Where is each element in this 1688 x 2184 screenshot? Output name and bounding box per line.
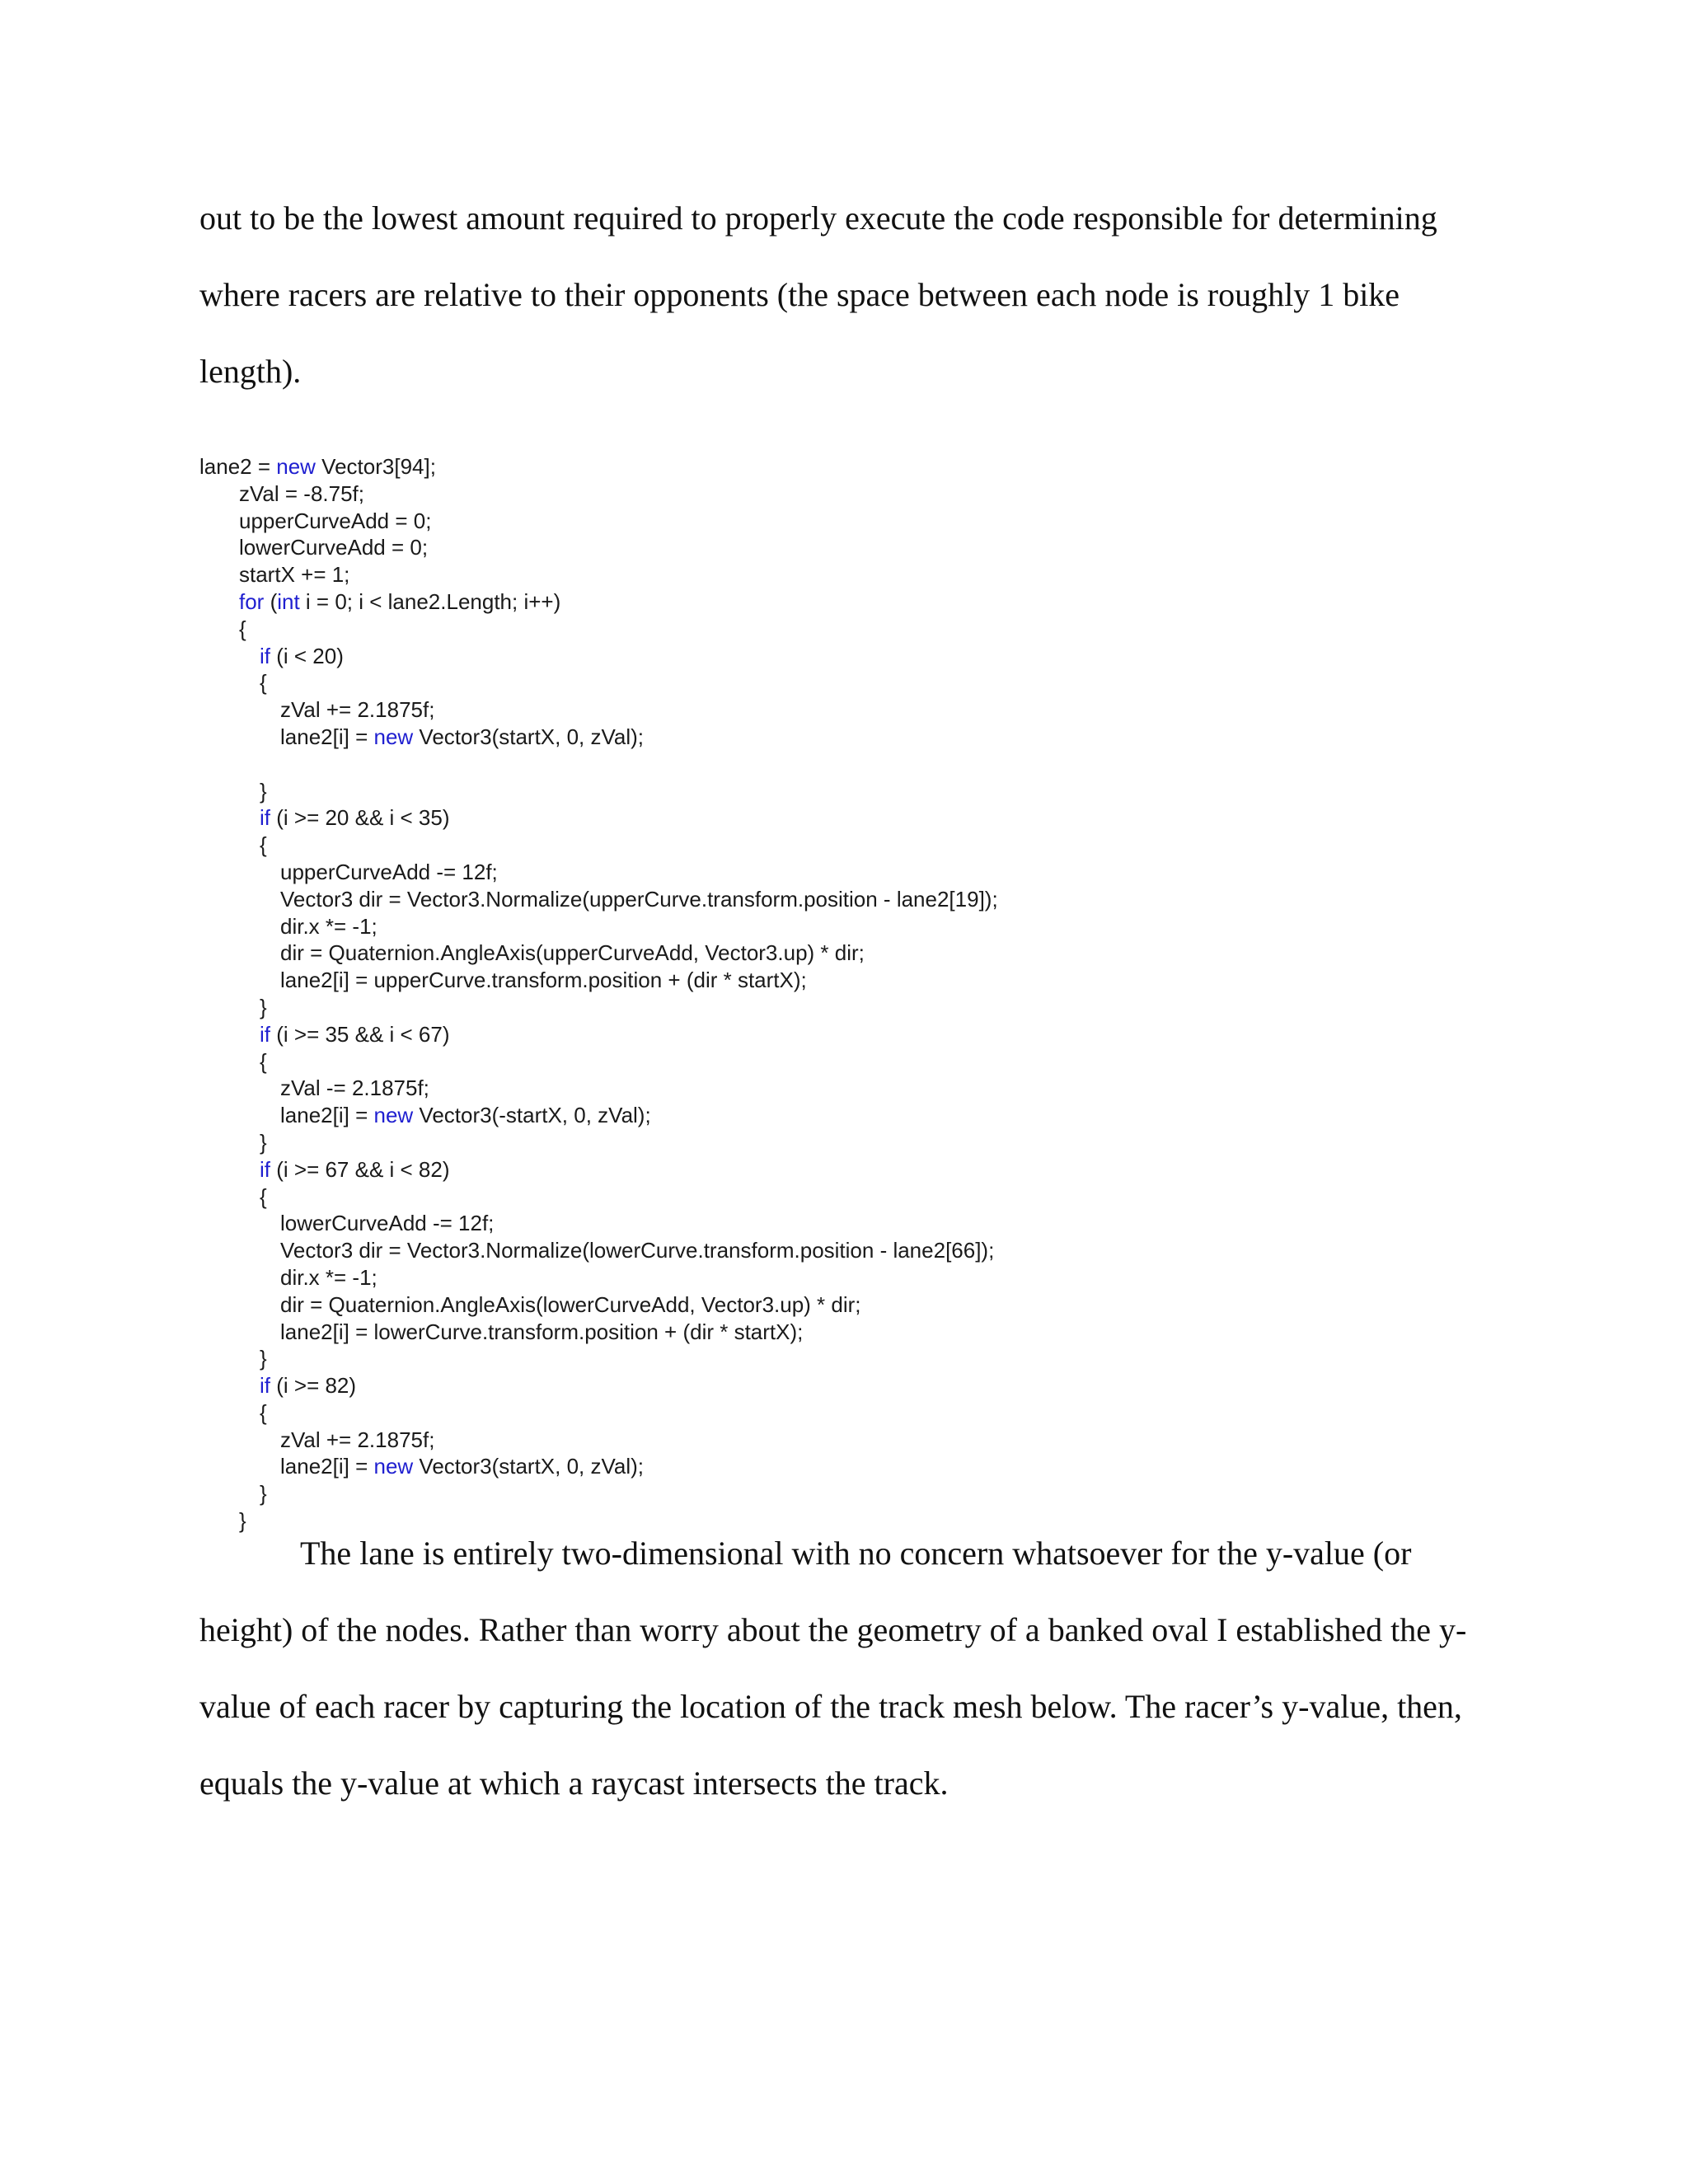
code-keyword: new	[276, 454, 316, 479]
code-text: }	[260, 1346, 267, 1371]
code-line	[199, 994, 1436, 1021]
code-text: }	[260, 1481, 267, 1507]
code-text: lowerCurveAdd = 0;	[239, 535, 429, 560]
code-line	[199, 724, 1436, 751]
code-text: Vector3 dir = Vector3.Normalize(upperCurve.transform.position - lane2[19]);	[280, 886, 998, 912]
code-line	[199, 1021, 1436, 1048]
paragraph-line: length).	[199, 353, 302, 390]
code-line	[199, 1048, 1436, 1076]
code-keyword: for	[239, 588, 265, 614]
paragraph-line: where racers are relative to their opponents (the space between each node is roughly 1 bike	[199, 276, 1400, 313]
code-line	[199, 1264, 1436, 1291]
code-text: upperCurveAdd -= 12f;	[280, 859, 498, 884]
code-text: zVal -= 2.1875f;	[280, 1076, 429, 1101]
code-line	[199, 859, 1436, 886]
code-text: {	[260, 832, 267, 858]
code-keyword: if	[260, 1021, 270, 1047]
code-text: lane2[i] = upperCurve.transform.position + (dir * startX);	[280, 968, 807, 993]
code-keyword: new	[373, 1454, 414, 1479]
paragraph-line: height) of the nodes. Rather than worry about the geometry of a banked oval I established the y-	[199, 1611, 1467, 1648]
code-text: {	[260, 1399, 267, 1425]
code-text: startX += 1;	[239, 562, 350, 588]
code-text: zVal += 2.1875f;	[280, 1427, 435, 1452]
code-text: (i >= 82)	[270, 1373, 357, 1399]
code-line	[199, 1156, 1436, 1183]
code-line	[199, 508, 1436, 535]
code-text: (i >= 67 && i < 82)	[270, 1156, 450, 1182]
code-keyword: if	[260, 1156, 270, 1182]
code-line	[199, 1480, 1436, 1507]
code-line	[199, 832, 1436, 859]
code-text: (	[264, 588, 278, 614]
code-line	[199, 886, 1436, 913]
code-text: Vector3 dir = Vector3.Normalize(lowerCurve.transform.position - lane2[66]);	[280, 1238, 995, 1263]
code-line	[199, 1319, 1436, 1346]
code-text: lane2 =	[199, 454, 277, 479]
code-text: }	[239, 1508, 246, 1534]
code-line	[199, 1399, 1436, 1427]
code-text: dir = Quaternion.AngleAxis(upperCurveAdd, Vector3.up) * dir;	[280, 940, 865, 966]
code-text: lane2[i] =	[280, 1103, 374, 1128]
code-text: }	[260, 994, 267, 1019]
code-keyword: new	[373, 724, 414, 749]
code-line	[199, 696, 1436, 724]
paragraph-line: value of each racer by capturing the location of the track mesh below. The racer’s y-value, then,	[199, 1688, 1462, 1725]
paragraph-bottom	[199, 1515, 1485, 1821]
code-line	[199, 480, 1436, 508]
code-line	[199, 1210, 1436, 1237]
code-text: zVal += 2.1875f;	[280, 697, 435, 723]
code-text: Vector3(-startX, 0, zVal);	[413, 1103, 651, 1128]
code-text: lane2[i] = lowerCurve.transform.position + (dir * startX);	[280, 1319, 804, 1344]
code-line	[199, 453, 1436, 480]
code-line	[199, 778, 1436, 805]
code-keyword: if	[260, 643, 270, 668]
code-line	[199, 616, 1436, 643]
code-text: zVal = -8.75f;	[239, 480, 364, 506]
code-line	[199, 534, 1436, 561]
code-text: i = 0; i < lane2.Length; i++)	[299, 588, 561, 614]
code-text: (i < 20)	[270, 643, 344, 668]
code-line	[199, 643, 1436, 670]
code-line	[199, 1237, 1436, 1264]
code-line	[199, 967, 1436, 994]
code-line	[199, 669, 1436, 696]
code-text: dir = Quaternion.AngleAxis(lowerCurveAdd, Vector3.up) * dir;	[280, 1291, 861, 1317]
code-line	[199, 1345, 1436, 1372]
code-text: {	[260, 1183, 267, 1209]
code-line	[199, 588, 1436, 616]
code-text: dir.x *= -1;	[280, 1264, 377, 1290]
code-text: Vector3(startX, 0, zVal);	[413, 1454, 645, 1479]
code-keyword: if	[260, 805, 270, 831]
paragraph-line: out to be the lowest amount required to properly execute the code responsible for determining	[199, 199, 1437, 237]
code-text: }	[260, 1129, 267, 1155]
code-text: lowerCurveAdd -= 12f;	[280, 1211, 495, 1236]
code-keyword: int	[277, 588, 300, 614]
code-keyword: if	[260, 1373, 270, 1399]
code-text: lane2[i] =	[280, 1454, 374, 1479]
code-text: dir.x *= -1;	[280, 913, 377, 939]
code-text: }	[260, 778, 267, 804]
code-text: {	[260, 670, 267, 696]
code-line	[199, 1291, 1436, 1319]
code-text: Vector3[94];	[315, 454, 436, 479]
code-text: (i >= 35 && i < 67)	[270, 1021, 450, 1047]
code-line	[199, 940, 1436, 967]
code-text: upperCurveAdd = 0;	[239, 508, 432, 533]
code-text: Vector3(startX, 0, zVal);	[413, 724, 645, 749]
code-line	[199, 1102, 1436, 1129]
code-text: {	[260, 1048, 267, 1074]
code-block	[199, 453, 1436, 1535]
paragraph-line: The lane is entirely two-dimensional with no concern whatsoever for the y-value (or	[300, 1535, 1412, 1572]
code-line	[199, 1129, 1436, 1156]
code-line	[199, 1372, 1436, 1399]
code-text: {	[239, 616, 246, 641]
code-line	[199, 913, 1436, 940]
code-line	[199, 1075, 1436, 1102]
code-line	[199, 1427, 1436, 1454]
code-line	[199, 1183, 1436, 1211]
paragraph-top	[199, 180, 1485, 410]
code-line	[199, 1453, 1436, 1480]
code-line	[199, 804, 1436, 832]
code-line	[199, 751, 1436, 778]
code-text: (i >= 20 && i < 35)	[270, 805, 450, 831]
paragraph-line: equals the y-value at which a raycast intersects the track.	[199, 1765, 949, 1802]
code-text: lane2[i] =	[280, 724, 374, 749]
code-keyword: new	[373, 1103, 414, 1128]
code-line	[199, 561, 1436, 588]
